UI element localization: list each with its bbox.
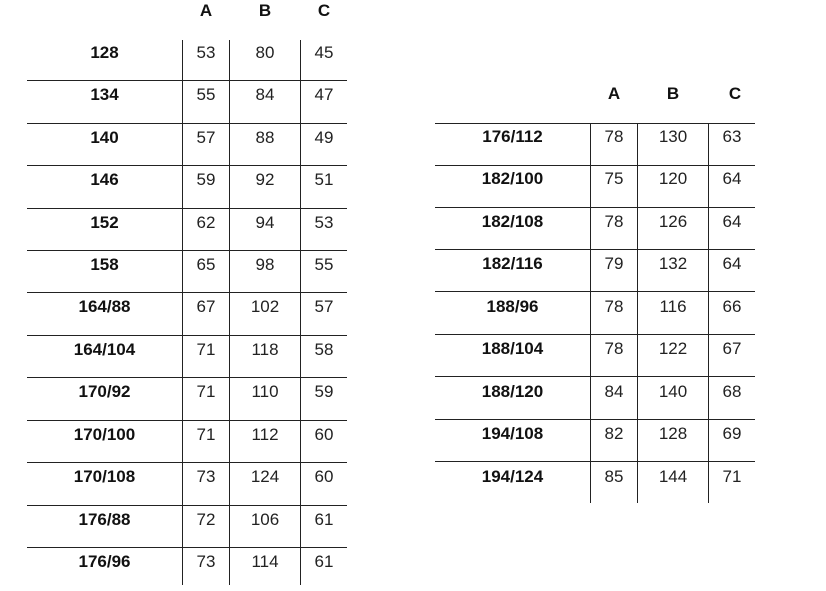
- table-row: [435, 421, 755, 463]
- value-b: 98: [255, 255, 275, 274]
- value-c: 63: [722, 127, 742, 146]
- value-c: 69: [722, 424, 742, 443]
- value-c: 57: [314, 297, 334, 316]
- value-c: 51: [314, 170, 334, 189]
- value-b: 114: [251, 552, 279, 571]
- value-b: 80: [255, 43, 275, 62]
- value-a: 72: [196, 510, 216, 529]
- row-divider: [435, 461, 755, 462]
- value-b: 144: [658, 467, 688, 486]
- table-row: [435, 464, 755, 506]
- value-c: 61: [314, 552, 334, 571]
- size-label: 194/124: [481, 467, 544, 486]
- size-label: 146: [90, 170, 119, 189]
- value-c: 68: [722, 382, 742, 401]
- value-a: 82: [604, 424, 624, 443]
- size-label: 176/88: [78, 510, 131, 529]
- row-divider: [435, 249, 755, 250]
- value-b: 122: [658, 339, 688, 358]
- value-b: 116: [659, 297, 687, 316]
- value-a: 78: [604, 127, 624, 146]
- value-a: 62: [196, 213, 216, 232]
- header-b: B: [258, 1, 272, 20]
- value-a: 79: [604, 254, 624, 273]
- row-divider: [435, 419, 755, 420]
- value-b: 118: [251, 340, 279, 359]
- value-b: 110: [251, 382, 279, 401]
- value-a: 78: [604, 297, 624, 316]
- value-c: 58: [314, 340, 334, 359]
- value-b: 130: [658, 127, 688, 146]
- table-row: [435, 209, 755, 251]
- row-divider: [435, 376, 755, 377]
- table-row: [435, 251, 755, 293]
- value-c: 45: [314, 43, 334, 62]
- value-c: 49: [314, 128, 334, 147]
- value-a: 71: [196, 340, 216, 359]
- value-a: 55: [196, 85, 216, 104]
- value-b: 94: [255, 213, 275, 232]
- value-a: 85: [604, 467, 624, 486]
- size-label: 152: [90, 213, 119, 232]
- size-label: 188/120: [481, 382, 544, 401]
- table-row: [435, 124, 755, 166]
- size-label: 176/96: [78, 552, 131, 571]
- row-divider: [435, 207, 755, 208]
- value-c: 71: [722, 467, 742, 486]
- header-c: C: [728, 84, 742, 103]
- value-a: 78: [604, 339, 624, 358]
- value-a: 78: [604, 212, 624, 231]
- row-divider: [435, 291, 755, 292]
- size-label: 158: [90, 255, 119, 274]
- value-b: 128: [658, 424, 688, 443]
- value-a: 59: [196, 170, 216, 189]
- header-c: C: [317, 1, 331, 20]
- size-label: 188/96: [486, 297, 539, 316]
- value-a: 73: [196, 467, 216, 486]
- size-label: 170/92: [78, 382, 131, 401]
- row-divider: [435, 334, 755, 335]
- table-row: [435, 166, 755, 208]
- value-a: 65: [196, 255, 216, 274]
- value-b: 88: [255, 128, 275, 147]
- size-label: 182/100: [481, 169, 544, 188]
- size-label: 134: [90, 85, 119, 104]
- table-row: [435, 379, 755, 421]
- value-a: 73: [196, 552, 216, 571]
- value-a: 67: [196, 297, 216, 316]
- value-a: 84: [604, 382, 624, 401]
- size-label: 182/108: [481, 212, 544, 231]
- size-label: 170/108: [73, 467, 136, 486]
- value-c: 64: [722, 212, 742, 231]
- header-b: B: [666, 84, 680, 103]
- value-c: 47: [314, 85, 334, 104]
- table-row: [435, 294, 755, 336]
- value-c: 66: [722, 297, 742, 316]
- value-b: 84: [255, 85, 275, 104]
- value-b: 120: [658, 169, 688, 188]
- value-b: 112: [251, 425, 279, 444]
- size-label: 188/104: [481, 339, 544, 358]
- value-a: 75: [604, 169, 624, 188]
- value-b: 132: [658, 254, 688, 273]
- value-a: 71: [196, 425, 216, 444]
- value-a: 53: [196, 43, 216, 62]
- size-label: 164/104: [73, 340, 136, 359]
- value-c: 64: [722, 169, 742, 188]
- header-a: A: [607, 84, 621, 103]
- table-row: [435, 336, 755, 378]
- value-b: 102: [250, 297, 280, 316]
- value-c: 60: [314, 467, 334, 486]
- value-c: 55: [314, 255, 334, 274]
- value-b: 92: [255, 170, 275, 189]
- value-c: 59: [314, 382, 334, 401]
- value-c: 67: [722, 339, 742, 358]
- size-label: 182/116: [482, 254, 543, 273]
- value-c: 60: [314, 425, 334, 444]
- size-label: 128: [90, 43, 119, 62]
- value-b: 106: [250, 510, 280, 529]
- value-c: 53: [314, 213, 334, 232]
- value-b: 126: [658, 212, 688, 231]
- size-label: 164/88: [78, 297, 131, 316]
- size-label: 176/112: [482, 127, 543, 146]
- value-b: 124: [250, 467, 280, 486]
- value-b: 140: [658, 382, 688, 401]
- value-c: 64: [722, 254, 742, 273]
- value-c: 61: [314, 510, 334, 529]
- size-label: 170/100: [73, 425, 136, 444]
- size-label: 140: [90, 128, 119, 147]
- size-label: 194/108: [481, 424, 544, 443]
- value-a: 71: [196, 382, 216, 401]
- value-a: 57: [196, 128, 216, 147]
- header-a: A: [199, 1, 213, 20]
